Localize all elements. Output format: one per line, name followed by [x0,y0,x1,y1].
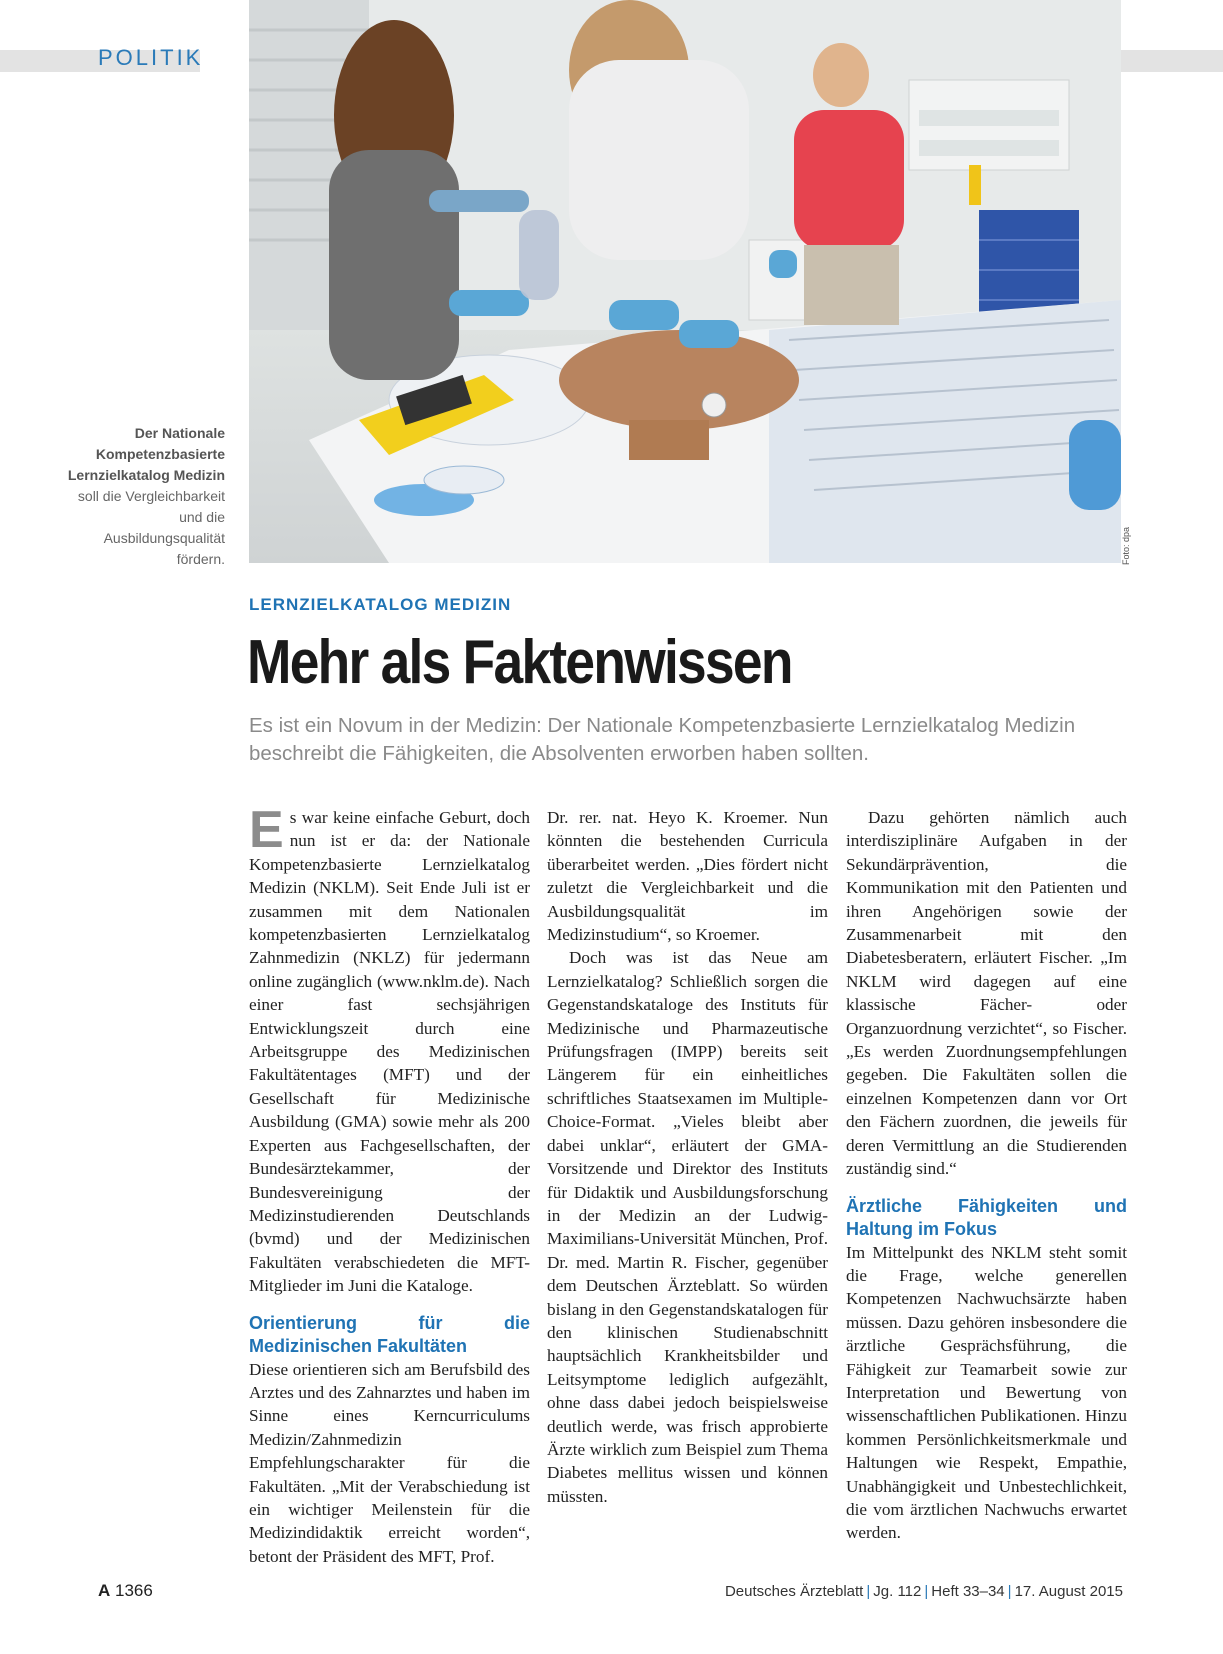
column-3 [846,806,1127,1545]
paragraph: Dr. rer. nat. Heyo K. Kroemer. Nun könnten die bestehenden Curricula überarbeitet werden. „Dies fördert nicht zuletzt die Vergleichbarkeit und die Ausbildungsqualität im Medizinstudium“, so Kroemer. [547,808,828,945]
article-kicker: LERNZIELKATALOG MEDIZIN [249,595,512,614]
paragraph: Diese orientieren sich am Berufsbild des Arztes und des Zahnarztes und haben im Sinne eines Kerncurriculums Medizin/Zahnmedizin Empfehlungscharakter für die Fakultäten. „Mit der Verabschiedung ist ein wichtiger Meilenstein für die Medizindidaktik erreicht worden“, betont der Präsident des MFT, Prof. [249,1359,530,1566]
photo-credit: Foto: dpa [1121,526,1131,565]
section-label: POLITIK [98,45,204,70]
journal-date: 17. August 2015 [1014,1583,1123,1600]
paragraph: Im Mittelpunkt des NKLM steht somit die Frage, welche generellen Kompetenzen Nachwuchsärzte haben müssen. Dazu gehören insbesondere die ärztliche Gesprächsführung, die Fähigkeit zur Teamarbeit sowie zur Interpretation und Bewertung von wissenschaftlichen Publikationen. Hinzu kommen Persönlichkeitsmerkmale und Haltungen wie Respekt, Empathie, Unabhängigkeit und Unbestechlichkeit, die vom ärztlichen Nachwuchs erwartet werden. [846,1242,1127,1543]
folio-letter: A [98,1581,111,1600]
article-headline: Mehr als Faktenwissen [247,628,792,697]
photo-caption [60,423,225,570]
page-number [98,1581,153,1601]
journal-footer [725,1583,1123,1600]
article-photo [249,0,1121,563]
separator: | [866,1583,871,1600]
column-2 [547,806,828,1508]
caption-text: soll die Vergleichbarkeit und die Ausbildungsqualität fördern. [77,488,225,567]
article-standfirst: Es ist ein Novum in der Medizin: Der Nationale Kompetenzbasierte Lernzielkatalog Medizin beschreibt die Fähigkeiten, die Absolventen erworben haben sollten. [249,714,1076,765]
column-1 [249,801,530,1568]
journal-volume: Jg. 112 [873,1583,922,1600]
drop-cap: E [249,801,284,859]
separator: | [924,1583,929,1600]
paragraph [249,801,530,1298]
caption-bold: Der Nationale Kompetenzbasierte Lernzielkatalog Medizin [67,425,225,483]
subheading-orientierung: Orientierung für die Medizinischen Fakultäten [249,1312,530,1356]
paragraph-text: s war keine einfache Geburt, doch nun ist er da: der Nationale Kompetenzbasierte Lernzielkatalog Medizin (NKLM). Seit Ende Juli ist er zusammen mit dem Nationalen kompetenzbasierten Lernzielkatalog Zahnmedizin (NKLZ) für jedermann online zugänglich (www.nklm.de). Nach einer fast sechsjährigen Entwicklungszeit durch eine Arbeitsgruppe des Medizinischen Fakultätentages (MFT) und der Gesellschaft für Medizinische Ausbildung (GMA) sowie mehr als 200 Experten aus Fachgesellschaften, der Bundesärztekammer, der Bundesvereinigung der Medizinstudierenden Deutschlands (bvmd) und der Medizinischen Fakultäten verabschiedeten die MFT-Mitglieder im Juni die Kataloge. [249,808,530,1296]
journal-name: Deutsches Ärzteblatt [724,1583,864,1600]
subheading-faehigkeiten: Ärztliche Fähigkeiten und Haltung im Fokus [846,1195,1127,1239]
section-bar-right [1121,50,1223,72]
paragraph: Doch was ist das Neue am Lernzielkatalog? Schließlich sorgen die Gegenstandskataloge des Instituts für Medizinische und Pharmazeutische Prüfungsfragen (IMPP) bereits seit Längerem für ein einheitliches schriftliches Staatsexamen im Multiple-Choice-Format. „Vieles bleibt aber dabei unklar“, erläutert der GMA-Vorsitzende und Direktor des Instituts für Didaktik und Ausbildungsforschung in der Medizin an der Ludwig-Maximilians-Universität München, Prof. Dr. med. Martin R. Fischer, gegenüber dem Deutschen Ärzteblatt. So würden bislang in den Gegenstandskatalogen für den klinischen Studienabschnitt hauptsächlich Krankheitsbilder und Leitsymptome lediglich aufgezählt, ohne dass dabei jedoch beispielsweise deutlich werde, was frisch approbierte Ärzte wirklich zum Beispiel zum Thema Diabetes mellitus wissen und können müssten. [547,948,828,1506]
paragraph: Dazu gehörten nämlich auch interdisziplinäre Aufgaben in der Sekundärprävention, die Kommunikation mit den Patienten und ihren Angehörigen sowie der Zusammenarbeit mit den Diabetesberatern, erläutert Fischer. „Im NKLM wird dagegen auf eine klassische Fächer- oder Organzuordnung verzichtet“, so Fischer. „Es werden Zuordnungsempfehlungen gegeben. Die Fakultäten sollen die einzelnen Kompetenzen dann vor Ort den Fächern zuordnen, die jeweils für deren Vermittlung an die Studierenden zuständig sind.“ [846,808,1127,1179]
separator: | [1007,1583,1012,1600]
folio-number: 1366 [115,1581,153,1600]
journal-issue: Heft 33–34 [931,1583,1005,1600]
